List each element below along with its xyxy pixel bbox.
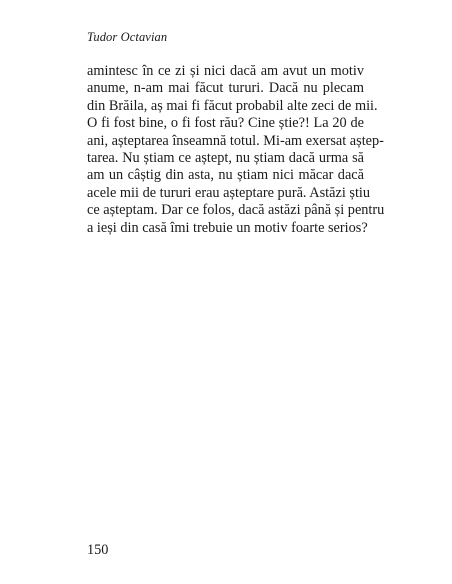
text-line: am un câștig din asta, nu știam nici măcar dacă xyxy=(87,167,364,184)
page-number: 150 xyxy=(87,542,109,558)
running-head-author: Tudor Octavian xyxy=(87,30,168,44)
text-line: din Brăila, aș mai fi făcut probabil alte zeci de mii. xyxy=(87,97,378,114)
text-line: ce așteptam. Dar ce folos, dacă astăzi până și pentru xyxy=(87,202,385,219)
text-line: tarea. Nu știam ce aștept, nu știam dacă urma să xyxy=(87,149,364,166)
text-line: amintesc în ce zi și nici dacă am avut un motiv xyxy=(87,63,364,79)
text-line: acele mii de tururi erau așteptare pură. Astăzi știu xyxy=(87,184,371,201)
body-paragraph xyxy=(87,63,385,237)
text-line: a ieși din casă îmi trebuie un motiv foarte serios? xyxy=(87,219,368,236)
text-line: anume, n-am mai făcut tururi. Dacă nu plecam xyxy=(87,80,364,97)
text-line: ani, așteptarea înseamnă totul. Mi-am exersat aștep- xyxy=(87,132,384,149)
text-line: O fi fost bine, o fi fost rău? Cine știe?! La 20 de xyxy=(87,115,364,132)
